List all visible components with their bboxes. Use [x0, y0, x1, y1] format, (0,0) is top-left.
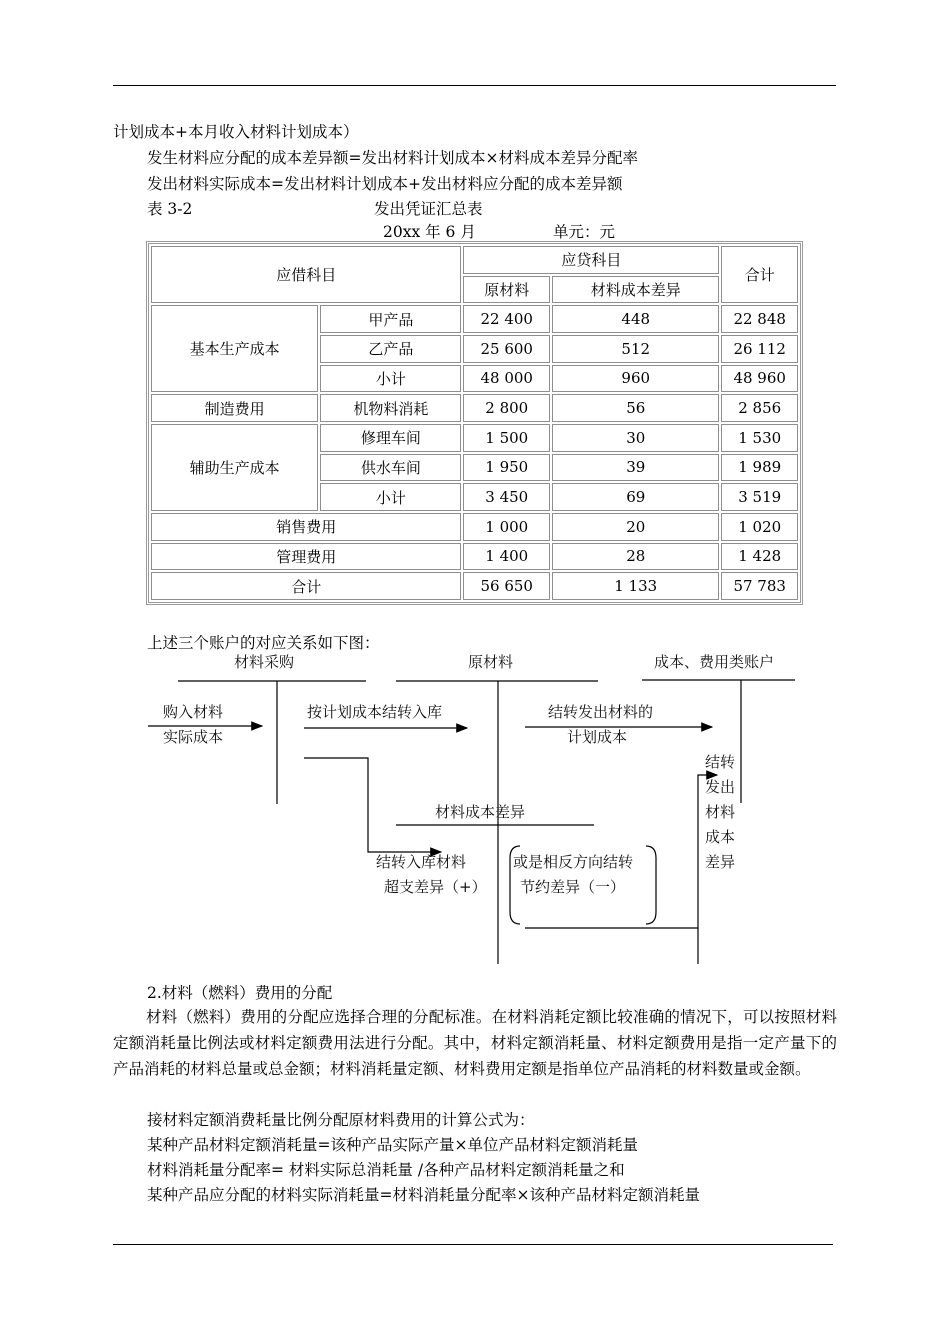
row-diff: 28 — [552, 543, 719, 571]
row-raw: 2 800 — [463, 394, 550, 422]
row-total: 26 112 — [721, 335, 798, 363]
row-item: 小计 — [320, 483, 461, 511]
header-credit: 应贷科目 — [463, 246, 719, 274]
row-raw: 25 600 — [463, 335, 550, 363]
label-issue-line1: 结转发出材料的 — [548, 703, 654, 721]
arrow-overspend-difference — [304, 758, 441, 852]
label-savings-line2: 节约差异（一） — [520, 878, 626, 896]
row-label-admin: 管理费用 — [151, 543, 461, 571]
row-total: 1 989 — [721, 454, 798, 482]
label-vertical-1: 结转 — [705, 753, 736, 771]
table-date: 20xx 年 6 月 — [383, 223, 476, 241]
text-line-2: 发生材料应分配的成本差异额=发出材料计划成本×材料成本差异分配率 — [147, 149, 638, 167]
header-cost-difference: 材料成本差异 — [552, 276, 719, 304]
row-raw: 1 950 — [463, 454, 550, 482]
header-total: 合计 — [721, 246, 798, 303]
body-paragraph-1: 材料（燃料）费用的分配应选择合理的分配标准。在材料消耗定额比较准确的情况下，可以按照材料定额消耗量比例法或材料定额费用法进行分配。其中，材料定额消耗量、材料定额费用是指一定产量下的产品消耗的材料总量或总金额；材料消耗量定额、材料费用定额是指单位产品消耗的材料数量或金额。 — [113, 1008, 837, 1078]
label-account-raw-material: 原材料 — [468, 653, 514, 671]
row-raw: 1 400 — [463, 543, 550, 571]
text-line-1: 计划成本+本月收入材料计划成本） — [113, 123, 359, 141]
row-total: 48 960 — [721, 365, 798, 393]
label-account-purchase: 材料采购 — [234, 653, 295, 671]
label-purchase-line1: 购入材料 — [163, 703, 224, 721]
row-diff: 1 133 — [552, 572, 719, 600]
row-raw: 1 500 — [463, 424, 550, 452]
label-issue-line2: 计划成本 — [567, 728, 628, 746]
label-transfer-to-stock: 按计划成本结转入库 — [307, 703, 443, 721]
label-overspend-line1: 结转入库材料 — [376, 853, 467, 871]
row-raw: 1 000 — [463, 513, 550, 541]
row-diff: 69 — [552, 483, 719, 511]
row-diff: 30 — [552, 424, 719, 452]
label-account-cost-expense: 成本、费用类账户 — [654, 653, 775, 671]
section-heading: 2.材料（燃料）费用的分配 — [147, 984, 333, 1002]
group-basic-production: 基本生产成本 — [151, 305, 318, 392]
row-diff: 448 — [552, 305, 719, 333]
row-raw: 56 650 — [463, 572, 550, 600]
row-total: 3 519 — [721, 483, 798, 511]
row-item: 修理车间 — [320, 424, 461, 452]
row-item: 甲产品 — [320, 305, 461, 333]
row-total: 1 530 — [721, 424, 798, 452]
header-raw-material: 原材料 — [463, 276, 550, 304]
label-vertical-4: 成本 — [705, 828, 736, 846]
group-auxiliary-production: 辅助生产成本 — [151, 424, 318, 511]
row-item: 供水车间 — [320, 454, 461, 482]
row-diff: 512 — [552, 335, 719, 363]
label-overspend-line2: 超支差异（+） — [384, 878, 487, 896]
label-vertical-3: 材料 — [705, 803, 736, 821]
row-item: 小计 — [320, 365, 461, 393]
group-manufacturing-overhead: 制造费用 — [151, 394, 318, 422]
label-savings-line1: 或是相反方向结转 — [513, 853, 634, 871]
label-purchase-line2: 实际成本 — [163, 728, 224, 746]
table-unit: 单元：元 — [553, 223, 616, 241]
row-item: 乙产品 — [320, 335, 461, 363]
row-total: 1 020 — [721, 513, 798, 541]
formula-2: 材料消耗量分配率= 材料实际总消耗量 /各种产品材料定额消耗量之和 — [147, 1161, 625, 1179]
row-label-sales: 销售费用 — [151, 513, 461, 541]
label-vertical-5: 差异 — [705, 853, 736, 871]
row-total: 1 428 — [721, 543, 798, 571]
row-diff: 960 — [552, 365, 719, 393]
row-raw: 48 000 — [463, 365, 550, 393]
table-title: 发出凭证汇总表 — [374, 200, 483, 218]
row-raw: 22 400 — [463, 305, 550, 333]
row-item: 机物料消耗 — [320, 394, 461, 422]
row-raw: 3 450 — [463, 483, 550, 511]
row-total: 57 783 — [721, 572, 798, 600]
row-diff: 56 — [552, 394, 719, 422]
row-total: 22 848 — [721, 305, 798, 333]
row-diff: 39 — [552, 454, 719, 482]
label-account-cost-difference: 材料成本差异 — [435, 803, 526, 821]
row-diff: 20 — [552, 513, 719, 541]
header-debit: 应借科目 — [151, 246, 461, 303]
text-line-3: 发出材料实际成本=发出材料计划成本+发出材料应分配的成本差异额 — [147, 175, 623, 193]
table-number: 表 3-2 — [147, 200, 193, 218]
formula-1: 某种产品材料定额消耗量=该种产品实际产量×单位产品材料定额消耗量 — [147, 1136, 638, 1154]
diagram-intro: 上述三个账户的对应关系如下图： — [147, 634, 380, 652]
bracket-right — [646, 846, 656, 924]
row-label-sum: 合计 — [151, 572, 461, 600]
label-vertical-2: 发出 — [705, 778, 736, 796]
formula-3: 某种产品应分配的材料实际消耗量=材料消耗量分配率×该种产品材料定额消耗量 — [147, 1186, 700, 1204]
body-paragraph-2: 接材料定额消费耗量比例分配原材料费用的计算公式为： — [147, 1111, 535, 1129]
row-total: 2 856 — [721, 394, 798, 422]
